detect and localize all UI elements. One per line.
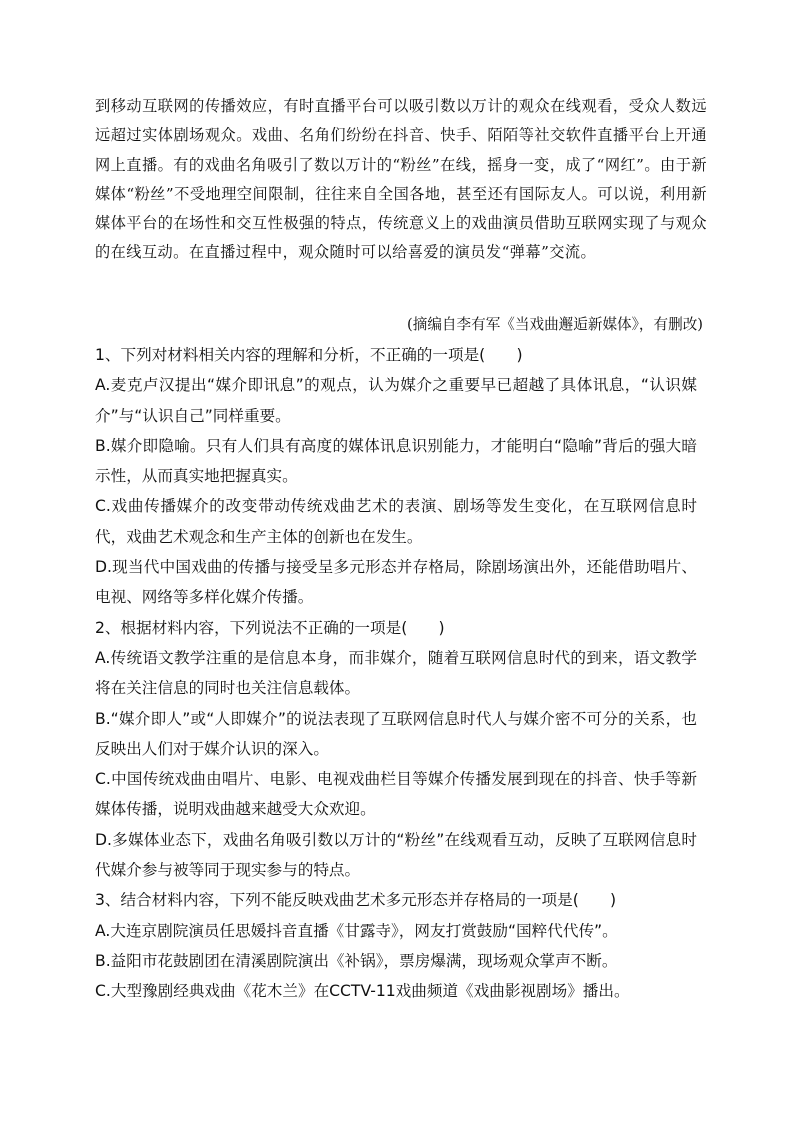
option-c: C.中国传统戏曲由唱片、电影、电视戏曲栏目等媒介传播发展到现在的抖音、快手等新媒体传播，说明戏曲越来越受大众欢迎。 — [95, 770, 697, 819]
question-stem: 1、下列对材料相关内容的理解和分析，不正确的一项是( ) — [95, 346, 523, 364]
question-1 — [95, 340, 697, 613]
passage-source: (摘编自李有军《当戏曲邂逅新媒体》，有删改) — [407, 316, 703, 333]
question-list — [95, 340, 697, 1007]
option-b: B.益阳市花鼓剧团在清溪剧院演出《补锅》，票房爆满，现场观众掌声不断。 — [95, 951, 618, 970]
option-a: A.传统语文教学注重的是信息本身，而非媒介，随着互联网信息时代的到来，语文教学将在关注信息的同时也关注信息载体。 — [95, 648, 697, 698]
question-stem: 3、结合材料内容，下列不能反映戏曲艺术多元形态并存格局的一项是( ) — [95, 891, 617, 910]
option-b: B.“媒介即人”或“人即媒介”的说法表现了互联网信息时代人与媒介密不可分的关系，也反映出人们对于媒介认识的深入。 — [95, 709, 697, 758]
option-c: C.大型豫剧经典戏曲《花木兰》在CCTV-11戏曲频道《戏曲影视剧场》播出。 — [95, 982, 630, 1001]
option-d: D.多媒体业态下，戏曲名角吸引数以万计的“粉丝”在线观看互动，反映了互联网信息时代媒介参与被等同于现实参与的特点。 — [95, 830, 697, 880]
option-b: B.媒介即隐喻。只有人们具有高度的媒体讯息识别能力，才能明白“隐喻”背后的强大暗示性，从而真实地把握真实。 — [95, 436, 697, 486]
question-3 — [95, 885, 697, 1006]
passage-paragraph: 到移动互联网的传播效应，有时直播平台可以吸引数以万计的观众在线观看，受众人数远远超过实体剧场观众。戏曲、名角们纷纷在抖音、快手、陌陌等社交软件直播平台上开通网上直播。有的戏曲名角吸引了数以万计的“粉丝”在线，摇身一变，成了“网红”。由于新媒体“粉丝”不受地理空间限制，往往来自全国各地，甚至还有国际友人。可以说，利用新媒体平台的在场性和交互性极强的特点，传统意义上的戏曲演员借助互联网实现了与观众的在线互动。在直播过程中，观众随时可以给喜爱的演员发“弹幕”交流。 — [95, 97, 707, 262]
option-c: C.戏曲传播媒介的改变带动传统戏曲艺术的表演、剧场等发生变化，在互联网信息时代，戏曲艺术观念和生产主体的创新也在发生。 — [95, 497, 697, 546]
option-a: A.大连京剧院演员任思媛抖音直播《甘露寺》，网友打赏鼓励“国粹代代传”。 — [95, 921, 618, 940]
reading-passage — [95, 92, 707, 268]
question-2 — [95, 613, 697, 886]
option-d: D.现当代中国戏曲的传播与接受呈多元形态并存格局，除剧场演出外，还能借助唱片、电视、网络等多样化媒介传播。 — [95, 558, 697, 607]
question-stem: 2、根据材料内容，下列说法不正确的一项是( ) — [95, 618, 445, 637]
option-a: A.麦克卢汉提出“媒介即讯息”的观点，认为媒介之重要早已超越了具体讯息，“认识媒介”与“认识自己”同样重要。 — [95, 376, 697, 425]
